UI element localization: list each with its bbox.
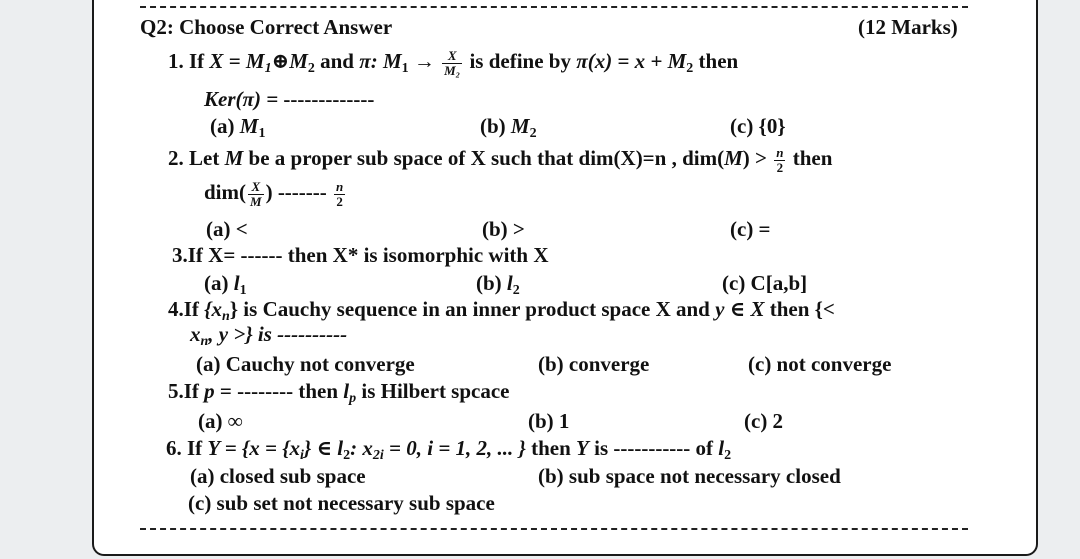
- q1-kernel-prompt: Ker(π) = -------------: [204, 87, 375, 111]
- bottom-dashed-divider: [140, 528, 968, 530]
- q3-option-b: (b) $l_2$: [476, 271, 520, 298]
- top-dashed-divider: [140, 6, 968, 8]
- q2-option-b: (b) >: [482, 217, 525, 241]
- q2-half-fraction: $\frac{n}{2}$: [776, 145, 784, 175]
- q1-option-b: (b) $M_2$: [480, 114, 537, 141]
- q2-option-a: (a) <: [206, 217, 248, 241]
- q6-option-b: (b) sub space not necessary closed: [538, 464, 841, 488]
- q6-option-c: (c) sub set not necessary sub space: [188, 491, 495, 515]
- q6-statement: 6. If $Y = \{x = \{x_i\}$ ∈ $l_2$: $x_{2i} = 0$, i = 1, 2, ... } then Y is ----------- of $l_2$: [166, 436, 732, 463]
- q1-quotient-fraction: $\frac{X}{\text{M₂}}$: [444, 48, 461, 78]
- q5-statement: 5.If p = -------- then $l_p$ is Hilbert spcace: [168, 379, 510, 406]
- q5-option-a: (a) ∞: [198, 409, 243, 433]
- q4-option-a: (a) Cauchy not converge: [196, 352, 415, 376]
- q1-statement: 1. If $X = M_1\oplus M_2$ and π: $M_1$ → $\frac{X}{\text{M₂}}$ is define by $\pi(x) = x + M_2$ then: [168, 48, 739, 78]
- q4-statement: 4.If $\{x_n\}$ is Cauchy sequence in an inner product space X and y ∈ X then {<: [168, 297, 835, 324]
- marks-label: (12 Marks): [858, 15, 958, 39]
- q2-rhs-fraction: $\frac{n}{2}$: [336, 179, 344, 209]
- q4-option-c: (c) not converge: [748, 352, 892, 376]
- q5-option-c: (c) 2: [744, 409, 784, 433]
- q2-statement: 2. Let M be a proper sub space of X such that dim(X)=n , dim(M) > $\frac{n}{2}$ then: [168, 145, 833, 175]
- q2-quotient-fraction: $\frac{X}{M}$: [250, 179, 262, 209]
- question-title: Q2: Choose Correct Answer: [140, 15, 393, 39]
- q1-option-a: (a) $M_1$: [210, 114, 266, 141]
- q5-option-b: (b) 1: [528, 409, 570, 433]
- q4-option-b: (b) converge: [538, 352, 650, 376]
- q3-statement: 3.If X= ------ then X* is isomorphic with X: [172, 243, 549, 267]
- q3-option-c: (c) C[a,b]: [722, 271, 808, 295]
- q1-option-c: (c) {0}: [730, 114, 786, 138]
- q3-option-a: (a) $l_1$: [204, 271, 247, 298]
- q4-statement-continued: $x_n$, y >} is ----------: [190, 322, 348, 349]
- q2-dimension-prompt: dim( $\frac{X}{M}$ ) ------- $\frac{n}{2}$: [204, 179, 344, 209]
- q6-option-a: (a) closed sub space: [190, 464, 366, 488]
- q2-option-c: (c) =: [730, 217, 771, 241]
